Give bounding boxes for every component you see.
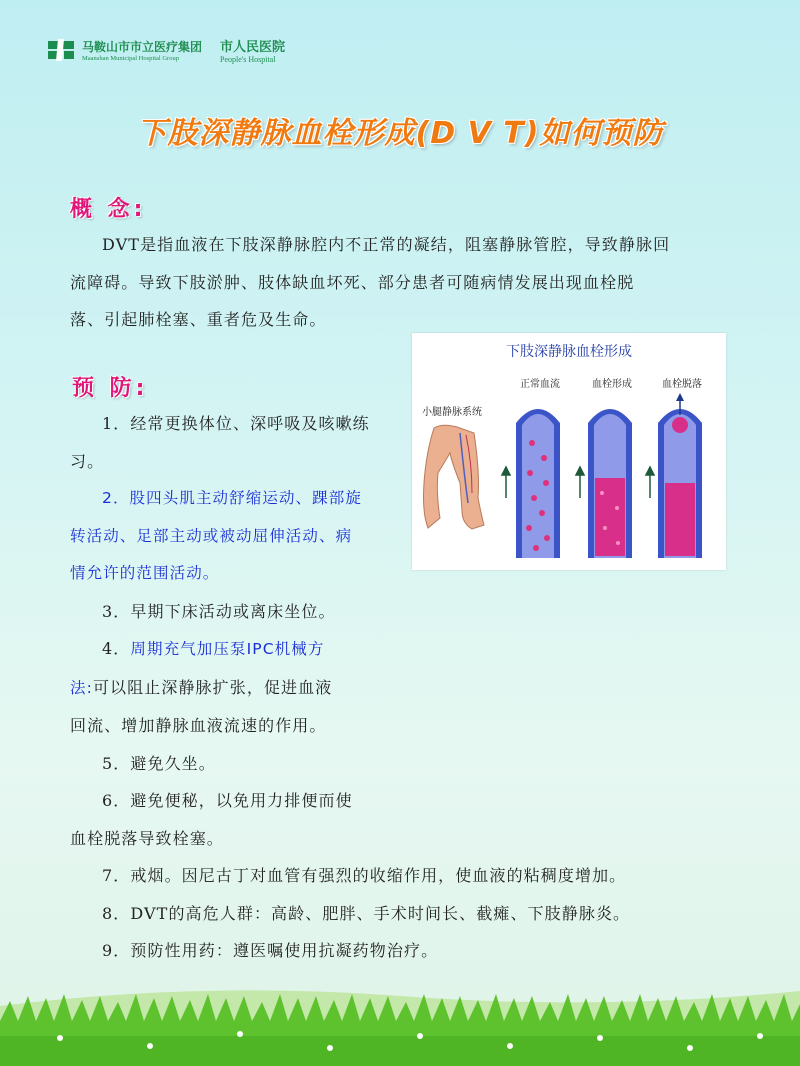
prevention-item-8: 8．DVT的高危人群：高龄、肥胖、手术时间长、截瘫、下肢静脉炎。 [102,903,631,923]
hospital-name [220,36,285,64]
prevention-item-2-cont: 情允许的范围活动。 [70,564,220,582]
label-leg-veins: 小腿静脉系统 [422,407,482,418]
hospital-logo-icon [46,39,76,61]
concept-body [70,226,760,339]
prevention-item-4 [70,630,770,669]
prevention-item-5: 5．避免久坐。 [102,753,216,773]
hospital-name-en: People's Hospital [220,55,276,64]
prevention-item-6: 6．避免便秘，以免用力排便而使 [102,791,353,810]
label-clot-detach: 血栓脱落 [662,379,702,390]
figure-title: 下肢深静脉血栓形成 [506,344,632,360]
group-name-en: Maanshan Municipal Hospital Group [82,55,179,62]
prevention-item-4-cont [70,669,770,708]
prevention-item-2: 2．股四头肌主动舒缩运动、踝部旋 [102,489,362,507]
concept-line: DVT是指血液在下肢深静脉腔内不正常的凝结，阻塞静脉管腔，导致静脉回 [102,235,671,254]
prevention-item-3: 3．早期下床活动或离床坐位。 [102,601,336,621]
hospital-group-name [82,38,202,62]
concept-heading: 概 念: [70,197,147,222]
prevention-item-9: 9．预防性用药：遵医嘱使用抗凝药物治疗。 [102,941,439,960]
hospital-name-cn: 市人民医院 [220,40,286,55]
item-4-number: 4． [102,639,131,658]
prevention-item-1-cont: 习。 [70,451,105,471]
concept-line: 流障碍。导致下肢淤肿、肢体缺血坏死、部分患者可随病情发展出现血栓脱 [70,272,635,292]
prevention-item-1: 1．经常更换体位、深呼吸及咳嗽练 [102,414,370,433]
prevention-item-4-cont: 回流、增加静脉血液流速的作用。 [70,716,327,735]
prevention-heading: 预 防: [72,376,149,401]
label-clot-forming: 血栓形成 [592,379,632,390]
dvt-illustration [412,333,726,570]
item-4-text: 可以阻止深静脉扩张，促进血液 [92,677,333,697]
grass-decoration-icon [0,976,800,1066]
prevention-item-7: 7．戒烟。因尼古丁对血管有强烈的收缩作用，使血液的粘稠度增加。 [102,866,627,885]
group-name-cn: 马鞍山市市立医疗集团 [82,40,203,54]
vein-diagram-icon [412,333,726,570]
prevention-item-2-cont: 转活动、足部主动或被动屈伸活动、病 [70,526,353,545]
label-normal-flow: 正常血流 [520,379,560,390]
prevention-item-6-cont: 血栓脱落导致栓塞。 [70,828,224,848]
page-title: 下肢深静脉血栓形成(D V T)如何预防 [136,116,664,151]
item-4-highlight: 周期充气加压泵IPC机械方 [130,640,325,658]
concept-line: 落、引起肺栓塞、重者危及生命。 [70,310,327,329]
item-4-highlight-end: 法: [70,678,93,697]
hospital-header [46,36,285,64]
